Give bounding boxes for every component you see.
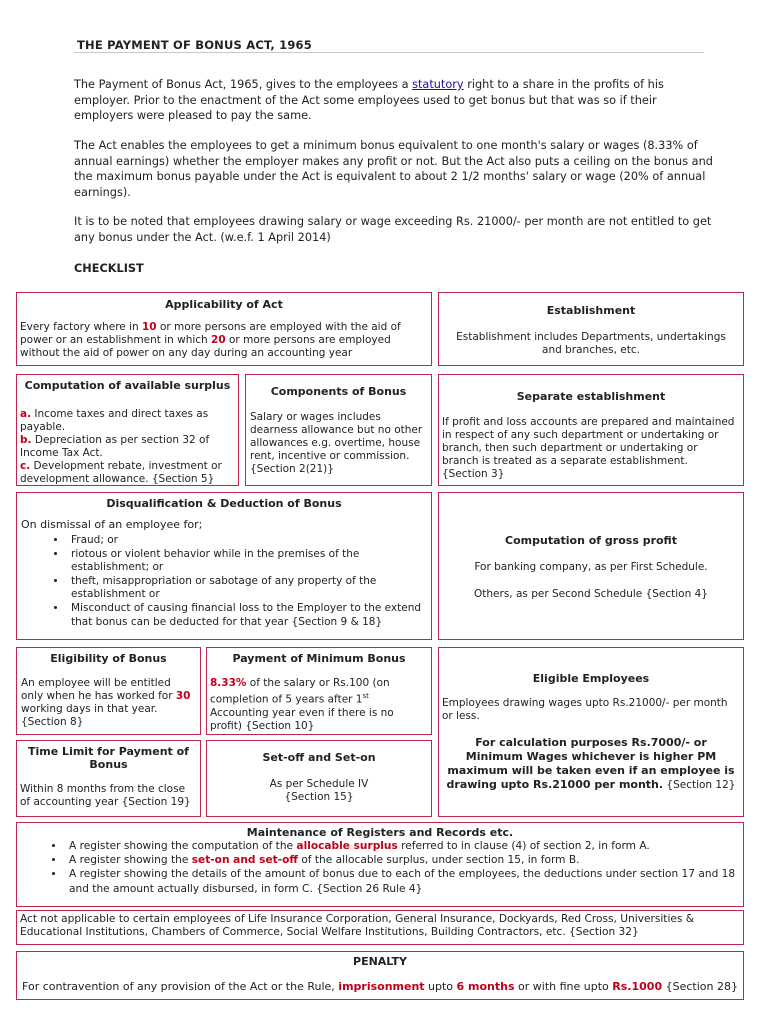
intro-paragraph-1 [74, 77, 714, 124]
statutory-link[interactable]: statutory [412, 78, 464, 91]
gross-profit-others: Others, as per Second Schedule {Section 4} [474, 588, 708, 600]
minimum-bonus-text [210, 677, 427, 733]
minimum-bonus-box [206, 647, 432, 735]
applicability-text-3: or more persons are employed without the aid of power on any day during an accounting year [20, 334, 391, 359]
establishment-title: Establishment [546, 304, 636, 317]
applicability-text-2: or more persons are employed with the aid of power or an establishment in which [20, 321, 401, 346]
available-surplus-title: Computation of available surplus [24, 379, 231, 392]
eligible-employees-title: Eligible Employees [532, 672, 650, 685]
persons-with-power-count: 10 [142, 321, 157, 333]
list-item [65, 853, 743, 867]
applicability-box [16, 292, 432, 366]
surplus-item-c [20, 460, 230, 486]
eligibility-text-1: An employee will be entitled only when he has worked for [21, 677, 176, 702]
available-surplus-list [20, 408, 230, 486]
gross-profit-box [438, 492, 744, 640]
register-b-text-2: of the allocable surplus, under section 15, in form B. [297, 854, 580, 867]
calculation-note-bold: For calculation purposes Rs.7000/- or Minimum Wages whichever is higher PM maximum will be taken even if an employee is drawing upto Rs.21000 per month. [446, 736, 735, 791]
penalty-section: {Section 28} [662, 980, 738, 993]
registers-list [17, 839, 743, 896]
minimum-bonus-title: Payment of Minimum Bonus [232, 652, 406, 665]
not-applicable-text: Act not applicable to certain employees of Life Insurance Corporation, General Insurance, Dockyards, Red Cross, Universities & Educational Institutions, Chambers of Commerce, Social Welfare Institutions, Building Contractors, etc. {Section 32} [20, 913, 695, 938]
establishment-text: Establishment includes Departments, undertakings and branches, etc. [456, 331, 726, 356]
persons-without-power-count: 20 [211, 334, 226, 346]
disqualification-intro: On dismissal of an employee for; [21, 518, 203, 531]
calculation-note [445, 736, 737, 792]
working-days-count: 30 [175, 690, 191, 702]
list-item [65, 839, 743, 853]
minimum-bonus-rate: 8.33% [210, 677, 247, 689]
set-on-set-off-highlight: set-on and set-off [191, 854, 298, 867]
time-limit-title: Time Limit for Payment of Bonus [28, 745, 189, 771]
list-item: • A register showing the details of the amount of bonus due to each of the employees, the deductions under section 17 and 18 and the amount actually disbursed, in form C. {Section 26 Rule 4} [65, 867, 743, 895]
list-item: • Misconduct of causing financial loss to the Employer to the extend that bonus can be deducted for that year {Section 9 & 18} [67, 602, 431, 629]
disqualification-box [16, 492, 432, 640]
list-item: • theft, misappropriation or sabotage of any property of the establishment or [67, 575, 431, 602]
penalty-text [17, 980, 743, 993]
set-off-schedule: As per Schedule IV [269, 778, 369, 790]
title-divider [74, 52, 704, 53]
minimum-bonus-text-1: of the salary or Rs.100 (on completion of 5 years after 1 [210, 677, 390, 706]
gross-profit-title: Computation of gross profit [505, 534, 677, 547]
surplus-item-a-marker: a. [20, 408, 32, 420]
minimum-bonus-text-2: Accounting year even if there is no profit) {Section 10} [210, 706, 394, 732]
set-off-title: Set-off and Set-on [262, 751, 376, 764]
register-b-text-1: A register showing the [69, 854, 192, 867]
allocable-surplus-highlight: allocable surplus [296, 840, 398, 852]
penalty-box [16, 951, 744, 1000]
eligible-employees-box [438, 647, 744, 817]
penalty-text-2: upto [424, 980, 457, 993]
eligibility-title: Eligibility of Bonus [50, 652, 167, 665]
penalty-text-1: For contravention of any provision of the Act or the Rule, [22, 980, 339, 993]
gross-profit-banking: For banking company, as per First Schedule. [474, 561, 708, 573]
time-limit-text: Within 8 months from the close of accounting year {Section 19} [20, 783, 191, 808]
imprisonment-highlight: imprisonment [338, 980, 425, 993]
surplus-item-a [20, 408, 230, 434]
calculation-note-section: {Section 12} [663, 779, 736, 791]
set-off-box [206, 740, 432, 817]
establishment-box [438, 292, 744, 366]
surplus-item-c-marker: c. [20, 460, 31, 472]
surplus-item-b-text: Depreciation as per section 32 of Income Tax Act. [20, 434, 210, 459]
available-surplus-box [16, 374, 239, 486]
surplus-item-b [20, 434, 230, 460]
surplus-item-a-text: Income taxes and direct taxes as payable. [20, 408, 209, 433]
para1-text-end: right to a share in the profits of his employer. Prior to the enactment of the Act some employees used to get bonus but that was so if their employers were pleased to pay the same. [74, 78, 664, 123]
set-off-section: {Section 15} [284, 791, 354, 803]
imprisonment-term: 6 months [456, 980, 515, 993]
ordinal-suffix: st [362, 692, 369, 700]
eligibility-text-2: working days in that year. {Section 8} [21, 703, 158, 728]
para1-text-start: The Payment of Bonus Act, 1965, gives to the employees a [74, 78, 413, 91]
penalty-title: PENALTY [353, 955, 407, 968]
checklist-heading: CHECKLIST [74, 262, 144, 275]
document-title: THE PAYMENT OF BONUS ACT, 1965 [77, 38, 312, 52]
not-applicable-box [16, 910, 744, 945]
separate-establishment-title: Separate establishment [516, 390, 666, 403]
separate-establishment-text: If profit and loss accounts are prepared and maintained in respect of any such department or undertaking or branch, then such department or undertaking or branch is treated as a separate establishment. {Section 3} [442, 416, 735, 480]
applicability-title: Applicability of Act [165, 298, 283, 311]
eligible-employees-text: Employees drawing wages upto Rs.21000/- per month or less. [442, 697, 728, 722]
applicability-text [20, 321, 425, 360]
eligibility-box [16, 647, 201, 735]
components-text: Salary or wages includes dearness allowance but no other allowances e.g. overtime, house rent, incentive or commission. {Section 2(21)} [250, 411, 423, 475]
list-item: • riotous or violent behavior while in the premises of the establishment; or [67, 548, 431, 575]
surplus-item-c-text: Development rebate, investment or development allowance. {Section 5} [20, 460, 222, 485]
fine-amount: Rs.1000 [612, 980, 663, 993]
registers-box [16, 822, 744, 907]
registers-title: Maintenance of Registers and Records etc. [246, 826, 514, 839]
register-a-text-1: A register showing the computation of the [69, 840, 297, 852]
disqualification-title: Disqualification & Deduction of Bonus [106, 497, 342, 510]
separate-establishment-box [438, 374, 744, 486]
register-a-text-2: referred to in clause (4) of section 2, in form A. [397, 840, 650, 852]
eligibility-text [21, 677, 196, 729]
components-box [245, 374, 432, 486]
penalty-text-3: or with fine upto [514, 980, 613, 993]
intro-paragraph-2: The Act enables the employees to get a minimum bonus equivalent to one month's salary or wages (8.33% of annual earnings) whether the employer makes any profit or not. But the Act also puts a ceiling on the bonus and the maximum bonus payable under the Act is equivalent to about 2 1/2 months' salary or wage (20% of annual earnings). [74, 139, 713, 199]
time-limit-box [16, 740, 201, 817]
components-title: Components of Bonus [270, 385, 407, 398]
surplus-item-b-marker: b. [20, 434, 32, 446]
disqualification-list [17, 534, 431, 629]
list-item: • Fraud; or [67, 534, 431, 548]
intro-paragraph-3: It is to be noted that employees drawing salary or wage exceeding Rs. 21000/- per month are not entitled to get any bonus under the Act. (w.e.f. 1 April 2014) [74, 215, 712, 244]
applicability-text-1: Every factory where in [20, 321, 142, 333]
